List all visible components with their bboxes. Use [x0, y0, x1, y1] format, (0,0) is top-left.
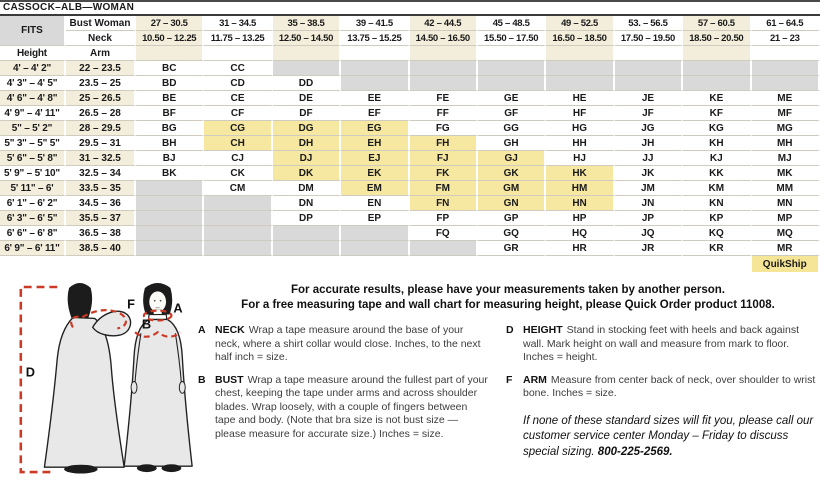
size-cell: HP — [546, 211, 614, 226]
size-cell: KQ — [683, 226, 751, 241]
table-row — [0, 61, 820, 76]
size-cell: KE — [683, 91, 751, 106]
size-cell: CE — [204, 91, 272, 106]
size-cell: JE — [615, 91, 683, 106]
size-cell: FJ — [410, 151, 478, 166]
definition-text: Wrap a tape measure around the base of your neck, where a shirt collar would close. Inches, to the next half inch = size. — [215, 324, 481, 363]
arm-range-cell: 26.5 – 28 — [66, 106, 136, 121]
size-cell-unavailable — [273, 226, 341, 241]
size-cell: GQ — [478, 226, 546, 241]
size-cell-unavailable — [341, 226, 409, 241]
height-range-cell: 4' – 4' 2" — [0, 61, 66, 76]
size-cell: KN — [683, 196, 751, 211]
size-cell: DJ — [273, 151, 341, 166]
spacer-cell — [752, 46, 820, 61]
definition-letter: A — [198, 324, 206, 336]
arm-range-cell: 28 – 29.5 — [66, 121, 136, 136]
back-figure-gown — [44, 317, 124, 467]
table-row — [0, 241, 820, 256]
measurement-definition — [198, 374, 490, 442]
size-cell-unavailable — [204, 241, 272, 256]
size-cell: DF — [273, 106, 341, 121]
size-cell: MQ — [752, 226, 820, 241]
arm-range-cell: 33.5 – 35 — [66, 181, 136, 196]
size-cell-unavailable — [136, 181, 204, 196]
table-row — [0, 196, 820, 211]
size-cell: FM — [410, 181, 478, 196]
bust-woman-label: Bust Woman — [66, 16, 136, 31]
size-cell: GH — [478, 136, 546, 151]
table-row — [0, 106, 820, 121]
size-cell: GP — [478, 211, 546, 226]
size-cell: EP — [341, 211, 409, 226]
size-cell: FK — [410, 166, 478, 181]
height-range-cell: 6' 6" – 6' 8" — [0, 226, 66, 241]
table-row — [0, 181, 820, 196]
table-row — [0, 211, 820, 226]
bust-range-cell: 49 – 52.5 — [546, 16, 614, 31]
size-cell: HK — [546, 166, 614, 181]
definition-letter: D — [506, 324, 514, 336]
size-cell: FN — [410, 196, 478, 211]
size-cell-unavailable — [410, 76, 478, 91]
neck-range-cell: 10.50 – 12.25 — [136, 31, 204, 46]
size-cell: HJ — [546, 151, 614, 166]
page-title: CASSOCK–ALB—WOMAN — [0, 0, 820, 16]
header-row-neck — [0, 31, 820, 46]
size-cell: KR — [683, 241, 751, 256]
size-cell: CH — [204, 136, 272, 151]
table-row — [0, 166, 820, 181]
intro-line-2: For a free measuring tape and wall chart for measuring height, please Quick Order product 11008. — [241, 299, 775, 311]
size-cell-unavailable — [410, 61, 478, 76]
bust-range-cell: 27 – 30.5 — [136, 16, 204, 31]
table-body — [0, 61, 820, 272]
arm-range-cell: 38.5 – 40 — [66, 241, 136, 256]
size-cell: DD — [273, 76, 341, 91]
size-cell: FP — [410, 211, 478, 226]
size-cell: FQ — [410, 226, 478, 241]
height-range-cell: 6' 3" – 6' 5" — [0, 211, 66, 226]
size-cell-unavailable — [410, 241, 478, 256]
size-cell: EN — [341, 196, 409, 211]
front-figure-foot — [162, 464, 182, 472]
spacer-cell — [341, 46, 409, 61]
spacer-cell — [204, 46, 272, 61]
height-range-cell: 4' 3" – 4' 5" — [0, 76, 66, 91]
size-cell-unavailable — [341, 61, 409, 76]
size-cell: CK — [204, 166, 272, 181]
table-row — [0, 226, 820, 241]
definition-term: NECK — [215, 324, 245, 336]
size-cell: MR — [752, 241, 820, 256]
size-cell-unavailable — [273, 241, 341, 256]
size-cell: EJ — [341, 151, 409, 166]
size-cell-unavailable — [752, 76, 820, 91]
definition-body — [523, 324, 818, 365]
size-cell: KM — [683, 181, 751, 196]
size-cell: HR — [546, 241, 614, 256]
size-cell: MP — [752, 211, 820, 226]
size-cell: MF — [752, 106, 820, 121]
spacer-cell — [273, 46, 341, 61]
size-cell-unavailable — [341, 241, 409, 256]
size-cell: GF — [478, 106, 546, 121]
height-range-cell: 4' 6" – 4' 8" — [0, 91, 66, 106]
size-cell: BH — [136, 136, 204, 151]
size-cell-unavailable — [136, 196, 204, 211]
neck-range-cell: 14.50 – 16.50 — [410, 31, 478, 46]
header-row-bust — [0, 16, 820, 31]
spacer-cell — [615, 46, 683, 61]
definition-text: Stand in stocking feet with heels and back against wall. Mark height on wall and measure from mark to floor. Inches = height. — [523, 324, 799, 363]
size-cell: HH — [546, 136, 614, 151]
size-cell-unavailable — [752, 61, 820, 76]
height-range-cell: 5" 3" – 5" 5" — [0, 136, 66, 151]
size-cell: EM — [341, 181, 409, 196]
bust-range-cell: 39 – 41.5 — [341, 16, 409, 31]
height-column-label: Height — [0, 46, 66, 61]
size-cell: FH — [410, 136, 478, 151]
size-cell-unavailable — [136, 211, 204, 226]
definitions-right-column — [506, 324, 818, 460]
intro-text — [198, 283, 818, 313]
size-cell: MN — [752, 196, 820, 211]
size-cell: JM — [615, 181, 683, 196]
neck-range-cell: 21 – 23 — [752, 31, 820, 46]
size-cell: KF — [683, 106, 751, 121]
definition-term: HEIGHT — [523, 324, 563, 336]
size-cell-unavailable — [683, 61, 751, 76]
size-cell: MH — [752, 136, 820, 151]
neck-range-cell: 15.50 – 17.50 — [478, 31, 546, 46]
size-cell: CF — [204, 106, 272, 121]
height-range-cell: 5' 6" – 5' 8" — [0, 151, 66, 166]
neck-range-cell: 17.50 – 19.50 — [615, 31, 683, 46]
neck-range-cell: 12.50 – 14.50 — [273, 31, 341, 46]
header-row-height-arm — [0, 46, 820, 61]
size-cell: JP — [615, 211, 683, 226]
size-cell: DN — [273, 196, 341, 211]
size-cell: DM — [273, 181, 341, 196]
front-figure-foot — [137, 464, 157, 472]
size-cell: CM — [204, 181, 272, 196]
size-cell: BJ — [136, 151, 204, 166]
special-sizing-note — [523, 414, 818, 461]
size-cell: KG — [683, 121, 751, 136]
height-range-cell: 5" – 5' 2" — [0, 121, 66, 136]
arm-range-cell: 31 – 32.5 — [66, 151, 136, 166]
spacer-cell — [683, 46, 751, 61]
size-cell-unavailable — [478, 76, 546, 91]
spacer-cell — [410, 46, 478, 61]
table-header — [0, 16, 820, 61]
arm-range-cell: 23.5 – 25 — [66, 76, 136, 91]
quikship-row — [0, 256, 820, 272]
height-range-cell: 6' 1" – 6' 2" — [0, 196, 66, 211]
arm-range-cell: 32.5 – 34 — [66, 166, 136, 181]
size-cell: MG — [752, 121, 820, 136]
size-cell-unavailable — [546, 61, 614, 76]
size-cell: HM — [546, 181, 614, 196]
definition-text: Measure from center back of neck, over shoulder to wrist bone. Inches = size. — [523, 373, 816, 399]
size-cell-unavailable — [478, 61, 546, 76]
front-figure-face — [149, 291, 166, 312]
intro-line-1: For accurate results, please have your measurements taken by another person. — [291, 284, 725, 296]
height-range-cell: 5' 11" – 6' — [0, 181, 66, 196]
size-cell: CG — [204, 121, 272, 136]
size-cell: KP — [683, 211, 751, 226]
size-cell: JJ — [615, 151, 683, 166]
neck-range-cell: 16.50 – 18.50 — [546, 31, 614, 46]
special-sizing-phone: 800-225-2569. — [597, 445, 673, 458]
size-cell: DE — [273, 91, 341, 106]
size-cell-unavailable — [615, 76, 683, 91]
definition-term: ARM — [523, 373, 547, 386]
size-cell: JG — [615, 121, 683, 136]
size-cell: HQ — [546, 226, 614, 241]
size-cell: KH — [683, 136, 751, 151]
neck-range-cell: 13.75 – 15.25 — [341, 31, 409, 46]
bust-range-cell: 31 – 34.5 — [204, 16, 272, 31]
size-cell: FF — [410, 106, 478, 121]
size-cell-unavailable — [204, 226, 272, 241]
size-cell-unavailable — [341, 76, 409, 91]
size-cell: HE — [546, 91, 614, 106]
figure-label-f: F — [127, 296, 135, 312]
front-figure-eye — [160, 300, 162, 302]
front-figure-hand — [179, 381, 185, 393]
table-row — [0, 121, 820, 136]
definition-term: BUST — [215, 373, 244, 386]
table-row — [0, 76, 820, 91]
arm-range-cell: 22 – 23.5 — [66, 61, 136, 76]
front-figure-eye — [154, 300, 156, 302]
table-row — [0, 91, 820, 106]
measurement-definition — [198, 324, 490, 365]
bust-range-cell: 42 – 44.5 — [410, 16, 478, 31]
spacer-cell — [546, 46, 614, 61]
measuring-notes — [198, 283, 818, 460]
fits-header: FITS — [0, 16, 66, 46]
spacer-cell — [478, 46, 546, 61]
size-cell: EE — [341, 91, 409, 106]
size-cell: FE — [410, 91, 478, 106]
bust-range-cell: 53. – 56.5 — [615, 16, 683, 31]
quikship-spacer — [0, 256, 752, 272]
size-cell: JK — [615, 166, 683, 181]
bust-range-cell: 57 – 60.5 — [683, 16, 751, 31]
size-cell: BK — [136, 166, 204, 181]
size-cell: HF — [546, 106, 614, 121]
arm-range-cell: 35.5 – 37 — [66, 211, 136, 226]
size-cell-unavailable — [683, 76, 751, 91]
size-cell: GR — [478, 241, 546, 256]
size-cell: DH — [273, 136, 341, 151]
size-cell: MK — [752, 166, 820, 181]
definition-body — [215, 374, 490, 442]
neck-range-cell: 11.75 – 13.25 — [204, 31, 272, 46]
front-figure-hand — [131, 381, 137, 393]
measurement-definition — [506, 324, 818, 365]
size-chart-table — [0, 16, 820, 272]
definitions-left-column — [198, 324, 490, 460]
size-cell: GM — [478, 181, 546, 196]
size-cell: DP — [273, 211, 341, 226]
measurement-definition — [506, 374, 818, 401]
size-cell: CJ — [204, 151, 272, 166]
size-cell: HN — [546, 196, 614, 211]
size-cell: GN — [478, 196, 546, 211]
arm-column-label: Arm — [66, 46, 136, 61]
size-cell: JR — [615, 241, 683, 256]
arm-range-cell: 34.5 – 36 — [66, 196, 136, 211]
size-cell: MM — [752, 181, 820, 196]
size-cell: JH — [615, 136, 683, 151]
size-cell: EG — [341, 121, 409, 136]
spacer-cell — [136, 46, 204, 61]
bust-range-cell: 61 – 64.5 — [752, 16, 820, 31]
neck-label: Neck — [66, 31, 136, 46]
arm-range-cell: 36.5 – 38 — [66, 226, 136, 241]
figure-label-d: D — [25, 364, 35, 380]
size-cell: BC — [136, 61, 204, 76]
table-row — [0, 136, 820, 151]
size-cell: EF — [341, 106, 409, 121]
neck-range-cell: 18.50 – 20.50 — [683, 31, 751, 46]
size-cell: JN — [615, 196, 683, 211]
special-sizing-text: If none of these standard sizes will fit you, please call our customer service center Monday – Friday to discuss special sizing. — [523, 414, 814, 458]
size-cell: GK — [478, 166, 546, 181]
arm-range-cell: 25 – 26.5 — [66, 91, 136, 106]
size-cell: EK — [341, 166, 409, 181]
size-cell-unavailable — [204, 196, 272, 211]
table-row — [0, 151, 820, 166]
definitions — [198, 324, 818, 460]
height-range-cell: 5' 9" – 5' 10" — [0, 166, 66, 181]
height-range-cell: 4' 9" – 4' 11" — [0, 106, 66, 121]
figure-label-a: A — [173, 300, 183, 316]
size-cell: CD — [204, 76, 272, 91]
size-cell: KJ — [683, 151, 751, 166]
size-cell-unavailable — [204, 211, 272, 226]
size-cell-unavailable — [136, 226, 204, 241]
size-cell: GE — [478, 91, 546, 106]
size-cell: BF — [136, 106, 204, 121]
figure-label-b: B — [141, 316, 152, 332]
size-cell: JQ — [615, 226, 683, 241]
size-cell: MJ — [752, 151, 820, 166]
quikship-badge: QuikShip — [752, 256, 820, 272]
definition-text: Wrap a tape measure around the fullest part of your chest, keeping the tape under arms and across shoulder blades. Wrap loosely, with a couple of fingers between tape and body. (Note that bra size is not bust size — please measure for accurate size.) Inches = size. — [215, 373, 488, 440]
size-cell: CC — [204, 61, 272, 76]
size-cell: DG — [273, 121, 341, 136]
bust-range-cell: 35 – 38.5 — [273, 16, 341, 31]
size-cell: GJ — [478, 151, 546, 166]
size-cell: BD — [136, 76, 204, 91]
arm-range-cell: 29.5 – 31 — [66, 136, 136, 151]
size-cell-unavailable — [273, 61, 341, 76]
size-cell: DK — [273, 166, 341, 181]
definition-letter: B — [198, 373, 206, 386]
height-range-cell: 6' 9" – 6' 11" — [0, 241, 66, 256]
size-cell: JF — [615, 106, 683, 121]
size-cell: EH — [341, 136, 409, 151]
size-cell: FG — [410, 121, 478, 136]
size-cell: BE — [136, 91, 204, 106]
size-cell: BG — [136, 121, 204, 136]
measurement-figure-illustration — [8, 280, 200, 482]
size-cell: KK — [683, 166, 751, 181]
definition-letter: F — [506, 373, 513, 386]
size-cell: HG — [546, 121, 614, 136]
size-cell: GG — [478, 121, 546, 136]
bust-range-cell: 45 – 48.5 — [478, 16, 546, 31]
size-cell-unavailable — [615, 61, 683, 76]
definition-body — [215, 324, 490, 365]
size-cell-unavailable — [136, 241, 204, 256]
size-cell-unavailable — [546, 76, 614, 91]
figure-svg — [8, 280, 200, 482]
back-figure-feet — [64, 465, 97, 474]
definition-body — [523, 374, 818, 401]
size-cell: ME — [752, 91, 820, 106]
back-figure-head — [68, 283, 93, 319]
